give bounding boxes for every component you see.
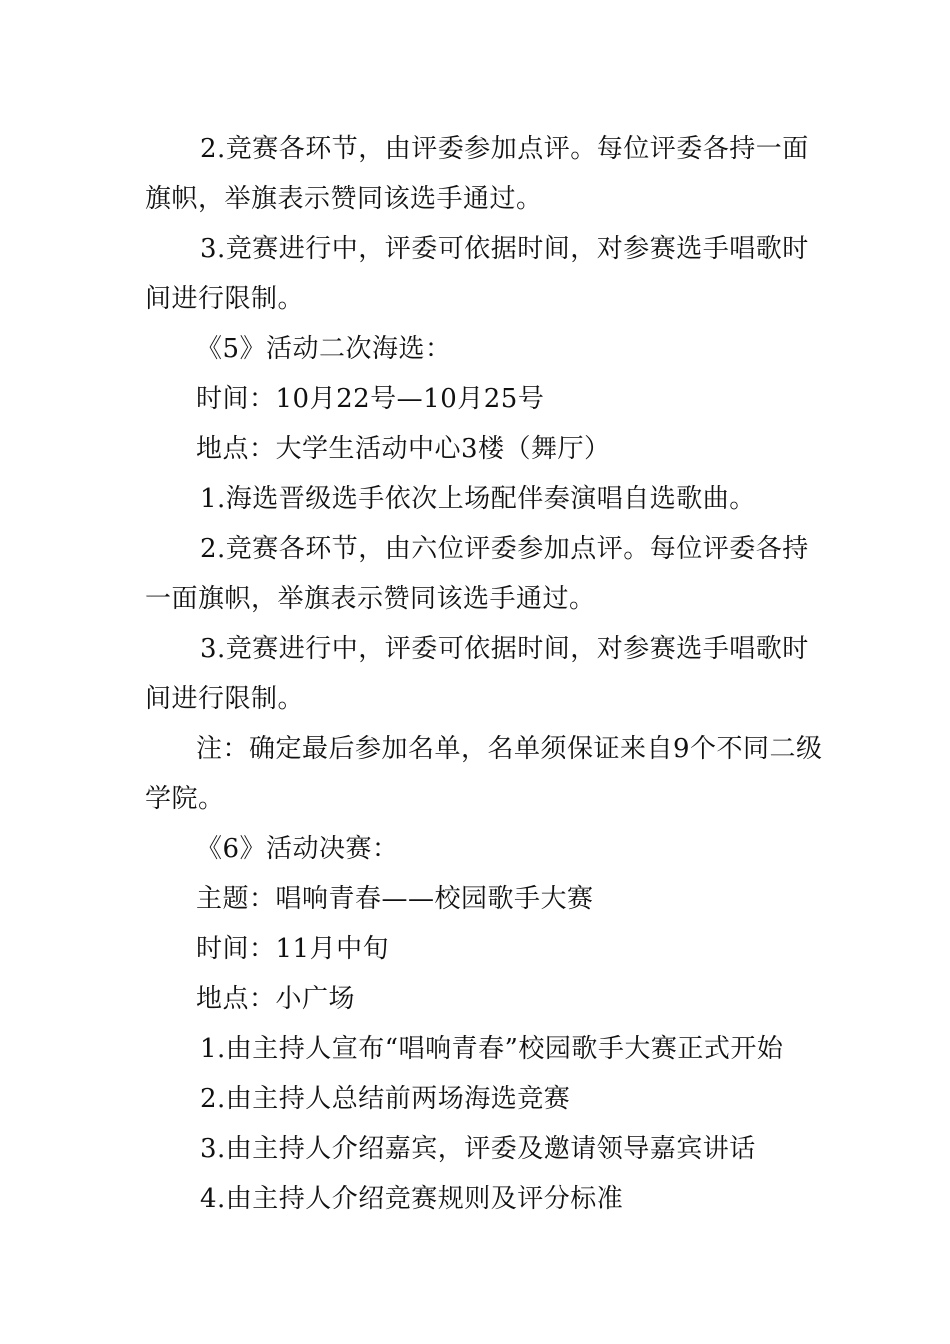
list-item: 4.由主持人介绍竞赛规则及评分标准: [200, 1184, 624, 1214]
paragraph-line: 间进行限制。: [145, 684, 305, 714]
list-item: 2.由主持人总结前两场海选竞赛: [200, 1084, 571, 1114]
section-heading: 《5》活动二次海选：: [196, 334, 452, 364]
paragraph-line: 3.竞赛进行中，评委可依据时间，对参赛选手唱歌时: [200, 634, 809, 664]
list-item: 3.由主持人介绍嘉宾，评委及邀请领导嘉宾讲话: [200, 1134, 756, 1164]
paragraph-line: 1.海选晋级选手依次上场配伴奏演唱自选歌曲。: [200, 484, 756, 514]
paragraph-line: 一面旗帜，举旗表示赞同该选手通过。: [145, 584, 596, 614]
paragraph-line: 2.竞赛各环节，由六位评委参加点评。每位评委各持: [200, 534, 809, 564]
paragraph-line: 地点：小广场: [196, 984, 356, 1014]
note-line: 注：确定最后参加名单，名单须保证来自9个不同二级: [196, 734, 823, 764]
paragraph-line: 旗帜，举旗表示赞同该选手通过。: [145, 184, 543, 214]
paragraph-line: 时间：11月中旬: [196, 934, 390, 964]
paragraph-line: 时间：10月22号—10月25号: [196, 384, 545, 414]
paragraph-line: 地点：大学生活动中心3楼（舞厅）: [196, 434, 611, 464]
paragraph-line: 间进行限制。: [145, 284, 305, 314]
paragraph-line: 3.竞赛进行中，评委可依据时间，对参赛选手唱歌时: [200, 234, 809, 264]
paragraph-line: 2.竞赛各环节，由评委参加点评。每位评委各持一面: [200, 134, 809, 164]
note-line: 学院。: [145, 784, 225, 814]
list-item: 1.由主持人宣布“唱响青春”校园歌手大赛正式开始: [200, 1034, 784, 1064]
section-heading: 《6》活动决赛：: [196, 834, 399, 864]
paragraph-line: 主题：唱响青春——校园歌手大赛: [196, 884, 594, 914]
